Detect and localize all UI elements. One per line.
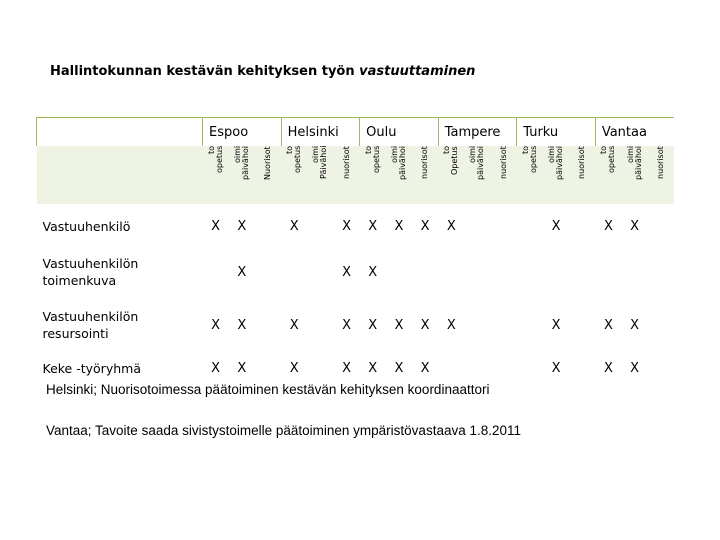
table-cell: X — [630, 317, 640, 333]
table-cell: X — [394, 317, 404, 333]
row-label: Vastuuhenkilön toimenkuva — [42, 256, 139, 288]
table-cell — [307, 244, 333, 300]
table-cell — [438, 244, 464, 300]
table-cell: X — [289, 317, 299, 333]
table-cell: X — [551, 218, 561, 234]
department-header — [229, 146, 255, 204]
table-cell — [281, 244, 307, 300]
table-cell: X — [394, 218, 404, 234]
row-label: Vastuuhenkilö — [42, 218, 131, 234]
table-cell: X — [237, 264, 247, 280]
table-cell: X — [551, 360, 561, 376]
table-corner — [37, 118, 203, 147]
table-cell — [255, 244, 281, 300]
table-cell — [255, 208, 281, 244]
table-cell — [491, 300, 517, 350]
department-header — [622, 146, 648, 204]
table-cell: X — [368, 360, 378, 376]
department-label: oimi päivähoi — [625, 146, 643, 181]
city-header: Vantaa — [595, 118, 674, 147]
table-cell: X — [368, 317, 378, 333]
department-label: to Opetus — [442, 146, 460, 175]
title-italic: vastuuttaminen — [359, 64, 476, 79]
table-cell: X — [630, 360, 640, 376]
table-cell: X — [237, 317, 247, 333]
table-cell — [491, 244, 517, 300]
city-header: Helsinki — [281, 118, 360, 147]
table-row — [37, 300, 674, 350]
table-cell: X — [420, 218, 430, 234]
department-label: oimi päivähoi — [547, 146, 565, 181]
table-row — [37, 350, 674, 386]
table-cell — [569, 244, 595, 300]
table-cell — [464, 244, 490, 300]
department-label: nuorisot — [498, 146, 508, 179]
department-label: nuorisot — [655, 146, 665, 179]
table-row — [37, 208, 674, 244]
table-cell — [648, 350, 674, 386]
department-label: Nuorisot — [262, 146, 272, 180]
department-label: to opetus — [520, 146, 538, 174]
table-cell: X — [446, 317, 456, 333]
table-cell: X — [211, 317, 221, 333]
city-header: Oulu — [360, 118, 439, 147]
table-cell: X — [237, 360, 247, 376]
table-cell: X — [446, 218, 456, 234]
department-header — [491, 146, 517, 204]
city-header: Espoo — [203, 118, 282, 147]
table-cell: X — [551, 317, 561, 333]
table-cell: X — [342, 264, 351, 280]
table-cell: X — [342, 317, 351, 333]
table-cell — [307, 300, 333, 350]
department-header — [543, 146, 569, 204]
table-row — [37, 244, 674, 300]
department-header — [307, 146, 333, 204]
department-label: oimi päivähoi — [389, 146, 407, 181]
table-cell — [386, 244, 412, 300]
table-cell — [464, 300, 490, 350]
table-cell: X — [603, 218, 613, 234]
row-label: Vastuuhenkilön resursointi — [42, 309, 139, 341]
table-cell: X — [342, 360, 351, 376]
table-cell — [307, 208, 333, 244]
department-label: nuorisot — [341, 146, 351, 179]
responsibility-table — [36, 117, 674, 386]
table-cell — [569, 350, 595, 386]
table-cell — [648, 300, 674, 350]
department-label: nuorisot — [420, 146, 430, 179]
table-cell — [491, 350, 517, 386]
note-helsinki: Helsinki; Nuorisotoimessa päätoiminen kestävän kehityksen koordinaattori — [46, 382, 490, 397]
table-cell — [491, 208, 517, 244]
table-cell — [543, 244, 569, 300]
table-cell: X — [394, 360, 404, 376]
table-cell — [595, 244, 621, 300]
department-label: oimi päivähoi — [232, 146, 250, 181]
table-cell: X — [237, 218, 247, 234]
city-header: Turku — [517, 118, 596, 147]
department-label: to opetus — [206, 146, 224, 174]
department-header — [360, 146, 386, 204]
city-header: Tampere — [438, 118, 517, 147]
department-header — [569, 146, 595, 204]
table-cell: X — [603, 360, 613, 376]
department-header — [412, 146, 438, 204]
table-cell — [648, 208, 674, 244]
table-cell: X — [420, 360, 430, 376]
table-cell: X — [342, 218, 351, 234]
table-cell — [622, 244, 648, 300]
table-cell — [464, 208, 490, 244]
table-cell — [412, 244, 438, 300]
row-label: Keke -työryhmä — [42, 360, 141, 376]
table-cell: X — [289, 218, 299, 234]
department-label: oimi päivähoi — [468, 146, 486, 181]
table-cell: X — [630, 218, 640, 234]
department-label: nuorisot — [577, 146, 587, 179]
subheader-blank — [37, 146, 203, 204]
table-cell: X — [211, 218, 221, 234]
table-cell: X — [603, 317, 613, 333]
table-cell — [255, 300, 281, 350]
department-label: to opetus — [285, 146, 303, 174]
table-cell: X — [368, 264, 378, 280]
table-cell — [203, 244, 229, 300]
table-cell — [517, 300, 543, 350]
table-cell: X — [211, 360, 221, 376]
table-cell — [569, 208, 595, 244]
department-header — [595, 146, 621, 204]
table-cell: X — [420, 317, 430, 333]
note-vantaa: Vantaa; Tavoite saada sivistystoimelle päätoiminen ympäristövastaava 1.8.2011 — [46, 423, 522, 438]
page-title — [50, 64, 475, 79]
table-cell — [517, 244, 543, 300]
department-header — [464, 146, 490, 204]
department-header — [203, 146, 229, 204]
department-label: to opetus — [363, 146, 381, 174]
table-cell — [517, 208, 543, 244]
department-header — [648, 146, 674, 204]
table-cell — [569, 300, 595, 350]
table-cell — [648, 244, 674, 300]
table-cell — [255, 350, 281, 386]
department-header — [333, 146, 359, 204]
department-header — [438, 146, 464, 204]
table-cell — [307, 350, 333, 386]
department-header — [281, 146, 307, 204]
table-cell: X — [368, 218, 378, 234]
department-header — [255, 146, 281, 204]
table-cell — [464, 350, 490, 386]
department-label: to opetus — [599, 146, 617, 174]
department-header — [517, 146, 543, 204]
department-label: oimi Päivähoi — [311, 146, 329, 180]
department-header — [386, 146, 412, 204]
table-cell — [438, 350, 464, 386]
table-cell — [517, 350, 543, 386]
table-cell: X — [289, 360, 299, 376]
title-main: Hallintokunnan kestävän kehityksen työn — [50, 64, 360, 79]
